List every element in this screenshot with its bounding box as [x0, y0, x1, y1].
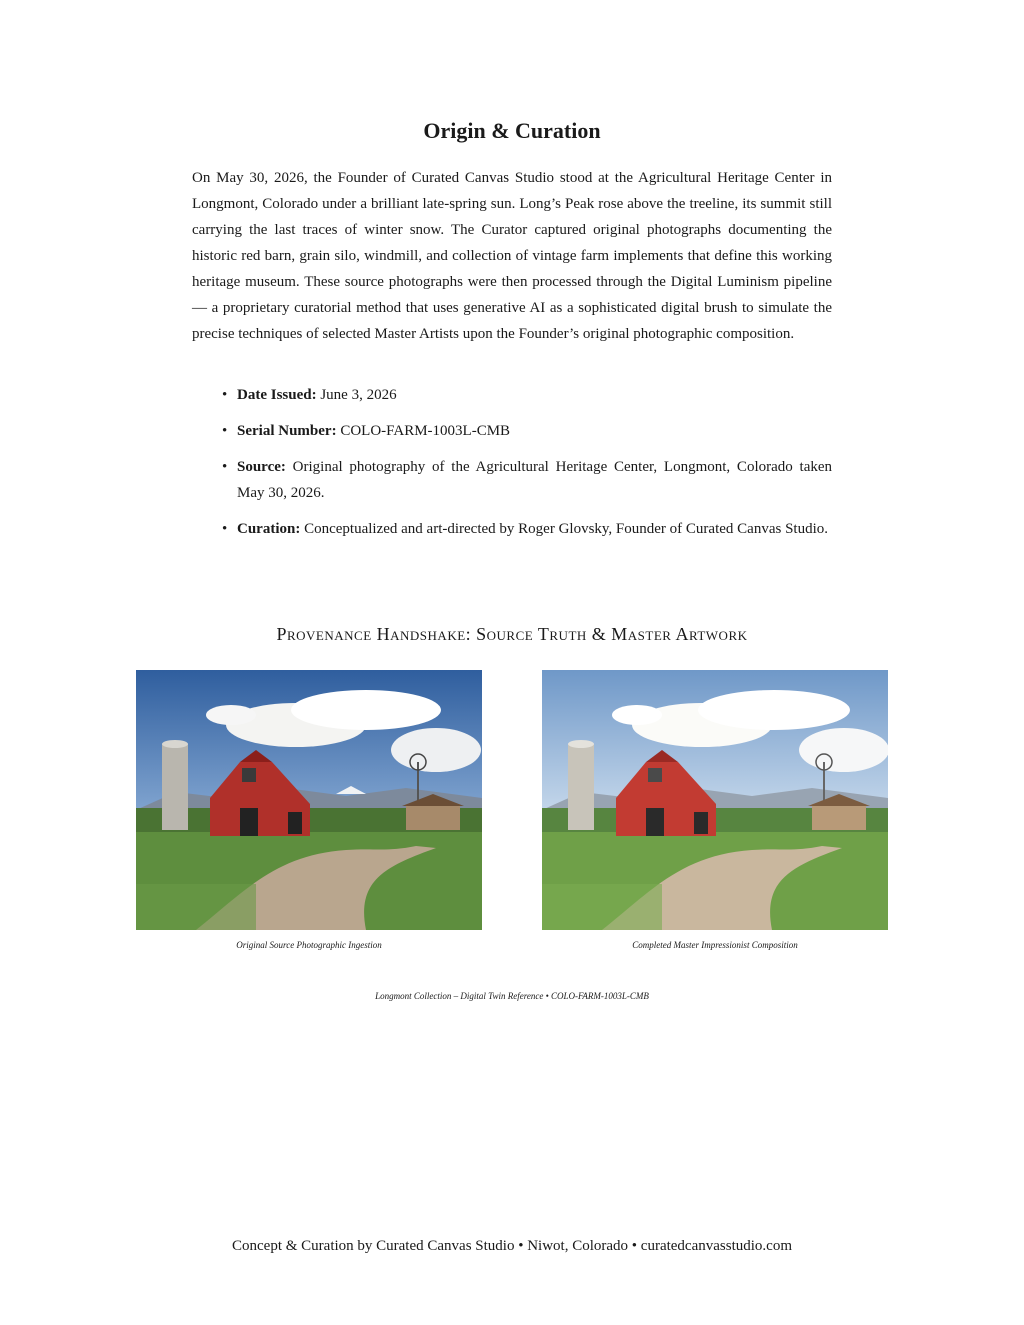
detail-label: Date Issued: [237, 387, 317, 403]
detail-label: Source: [237, 459, 286, 475]
intro-paragraph: On May 30, 2026, the Founder of Curated Canvas Studio stood at the Agricultural Heritage Center in Longmont, Colorado under a brilliant late-spring sun. Long’s Peak rose above the treeline, its summit still carrying the last traces of winter snow. The Curator captured original photographs documenting the historic red barn, grain silo, windmill, and collection of vintage farm implements that define this working heritage museum. These source photographs were then processed through the Digital Luminism pipeline — a proprietary curatorial method that uses generative AI as a sophisticated digital brush to simulate the precise techniques of selected Master Artists upon the Founder’s original photographic composition. [192, 170, 832, 342]
list-item [222, 454, 832, 506]
master-artwork-caption: Completed Master Impressionist Composition [632, 940, 798, 950]
details-list [222, 382, 832, 552]
collection-reference: Longmont Collection – Digital Twin Reference • COLO-FARM-1003L-CMB [375, 991, 649, 1001]
bullet-icon: • [222, 521, 228, 537]
detail-value: June 3, 2026 [320, 387, 397, 403]
bullet-icon: • [222, 387, 228, 403]
detail-label: Serial Number: [237, 423, 337, 439]
list-item [222, 516, 832, 542]
detail-label: Curation: [237, 521, 301, 537]
detail-value: Conceptualized and art-directed by Roger Glovsky, Founder of Curated Canvas Studio. [304, 521, 828, 537]
bullet-icon: • [222, 459, 228, 475]
page-title: Origin & Curation [423, 118, 601, 143]
list-item [222, 418, 832, 444]
page-footer: Concept & Curation by Curated Canvas Studio • Niwot, Colorado • curatedcanvasstudio.com [232, 1238, 792, 1254]
source-photo [136, 670, 482, 930]
detail-value: COLO-FARM-1003L-CMB [340, 423, 511, 439]
list-item [222, 382, 832, 408]
detail-value: Original photography of the Agricultural Heritage Center, Longmont, Colorado taken May 30, 2026. [237, 459, 833, 501]
section-title: Provenance Handshake: Source Truth & Master Artwork [276, 624, 748, 644]
source-photo-caption: Original Source Photographic Ingestion [236, 940, 382, 950]
bullet-icon: • [222, 423, 228, 439]
master-artwork-image [542, 670, 888, 930]
